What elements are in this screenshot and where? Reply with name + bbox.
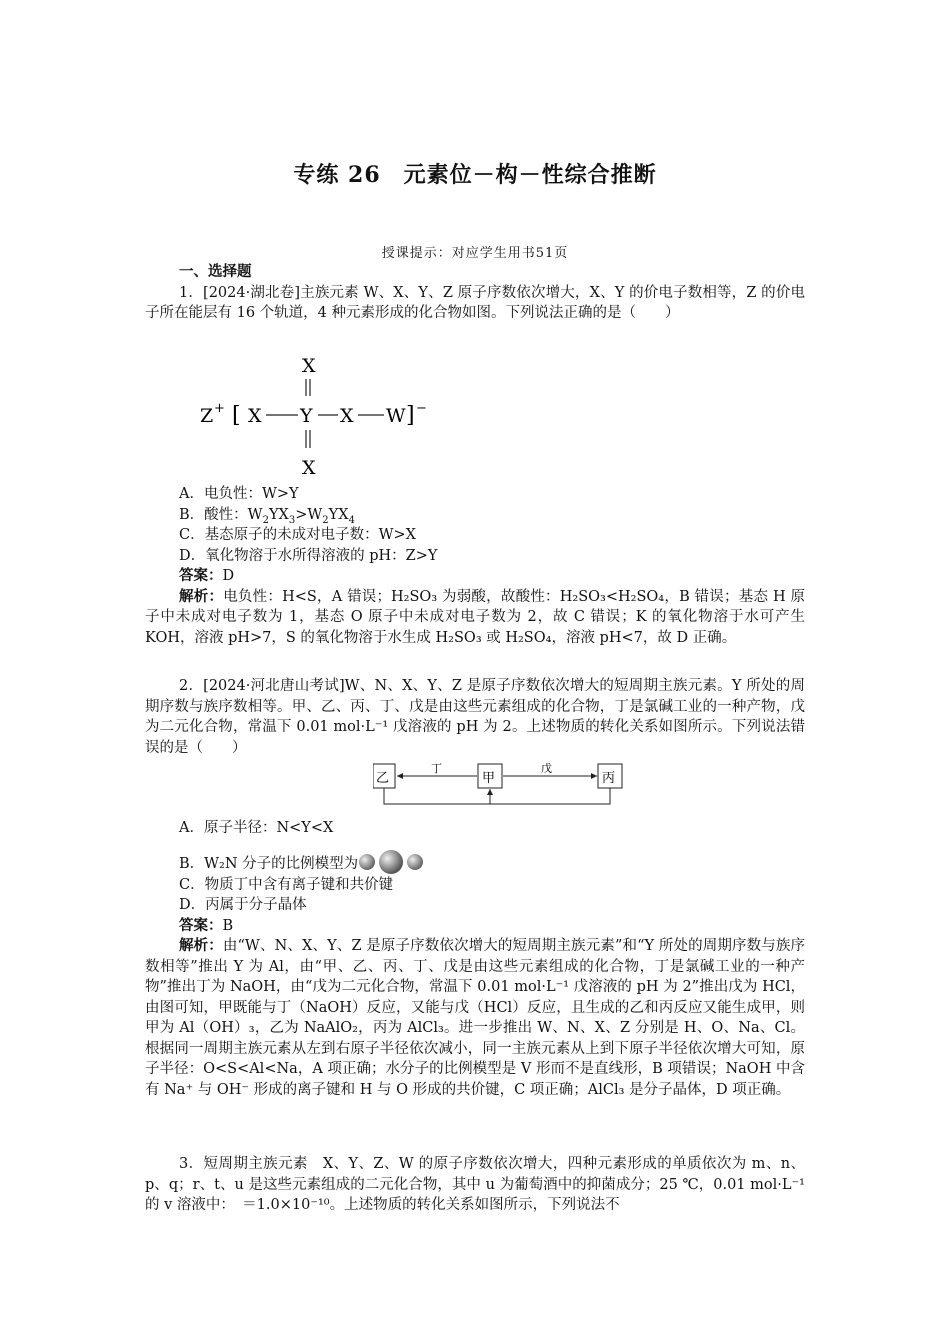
- flow-node-right: 丙: [602, 771, 616, 786]
- flow-label-left: 丁: [431, 762, 442, 775]
- water-ball-model-icon: [358, 850, 424, 874]
- question-2-options: [145, 818, 805, 839]
- struct-x-top: X: [302, 355, 316, 377]
- question-3-stem: 3．短周期主族元素 X、Y、Z、W 的原子序数依次增大，四种元素形成的单质依次为 m、n、p、q；r、t、u 是这些元素组成的二元化合物，其中 u 为葡萄酒中的抑菌成分；25 ℃，0.01 mol·L⁻¹ 的 v 溶液中： ＝1.0×10⁻¹⁰。上述物质的转化关系如图所示，下列说法不: [145, 1156, 805, 1213]
- question-1-block: [145, 262, 805, 324]
- q1-option-b: B．酸性：$W_2YX_3>W_2YX_4$: [179, 506, 355, 526]
- q2-option-b: B．W₂N 分子的比例模型为: [145, 850, 805, 875]
- q1-answer: 答案：D: [179, 567, 235, 584]
- q1-option-a: A．电负性：W>Y: [179, 486, 299, 502]
- question-1-stem: 1．[2024·湖北卷]主族元素 W、X、Y、Z 原子序数依次增大，X、Y 的价电子数相等，Z 的价电子所在能层有 16 个轨道，4 种元素形成的化合物如图。下列说法正确的是（ ）: [145, 284, 805, 321]
- struct-x-left: X: [248, 405, 262, 427]
- question-1-options: [145, 484, 805, 648]
- page-title: 专练 26 元素位－构－性综合推断: [293, 162, 657, 188]
- q2-option-a: A．原子半径：N<Y<X: [179, 820, 334, 836]
- flow-node-left: 乙: [376, 771, 390, 786]
- q2-answer: 答案：B: [179, 916, 234, 934]
- q1-structure-diagram: [200, 352, 460, 482]
- q1-analysis: 解析：电负性：H<S，A 错误；H₂SO₃ 为弱酸，故酸性：H₂SO₃<H₂SO₄，B 错误；基态 H 原子中未成对电子数为 1，基态 O 原子中未成对电子数为 2，故 C 错误；K 的氧化物溶于水可产生 KOH，溶液 pH>7，S 的氧化物溶于水生成 H₂SO₃ 或 H₂SO₄，溶液 pH<7，故 D 正确。: [145, 587, 806, 646]
- lesson-hint: 授课提示：对应学生用书51页: [381, 246, 569, 261]
- struct-z-charge: +: [214, 401, 225, 416]
- question-2-options-rest: [145, 850, 805, 1100]
- q1-option-c: C．基态原子的未成对电子数：W>X: [179, 527, 416, 543]
- flow-label-right: 戊: [541, 762, 552, 775]
- q1-option-d: D．氧化物溶于水所得溶液的 pH：Z>Y: [179, 547, 438, 564]
- question-2-stem: 2．[2024·河北唐山考试]W、N、X、Y、Z 是原子序数依次增大的短周期主族元素。Y 所处的周期序数与族序数相等。甲、乙、丙、丁、戊是由这些元素组成的化合物，丁是氯碱工业的一种产物，戊为二元化合物，常温下 0.01 mol·L⁻¹ 戊溶液的 pH 为 2。上述物质的转化关系如图所示。下列说法错误的是（ ）: [145, 678, 805, 756]
- struct-z: Z: [200, 405, 214, 427]
- q2-flow-diagram: [373, 760, 633, 808]
- struct-x-bottom: X: [302, 457, 316, 479]
- struct-x-right: X: [340, 405, 354, 427]
- struct-charge: −: [416, 401, 427, 416]
- svg-text:[: [: [232, 403, 241, 428]
- question-2-block: [145, 676, 805, 758]
- question-3-block: [145, 1154, 805, 1216]
- q2-option-c: C．物质丁中含有离子键和共价键: [179, 876, 394, 893]
- q2-option-d: D．丙属于分子晶体: [179, 897, 307, 913]
- struct-y: Y: [300, 405, 313, 427]
- struct-w: W: [386, 405, 406, 427]
- svg-text:]: ]: [406, 403, 415, 428]
- flow-node-mid: 甲: [482, 771, 496, 786]
- q2-analysis: 解析：由“W、N、X、Y、Z 是原子序数依次增大的短周期主族元素”和“Y 所处的周期序数与族序数相等”推出 Y 为 Al，由“甲、乙、丙、丁、戊是由这些元素组成的化合物，丁是氯碱工业的一种产物”推出丁为 NaOH，由“戊为二元化合物，常温下 0.01 mol·L⁻¹ 戊溶液的 pH 为 2”推出戊为 HCl，由图可知，甲既能与丁（NaOH）反应，又能与戊（HCl）反应，且生成的乙和丙反应又能生成甲，则甲为 Al（OH）₃，乙为 NaAlO₂，丙为 AlCl₃。进一步推出 W、N、X、Z 分别是 H、O、Na、Cl。根据同一周期主族元素从左到右原子半径依次减小，同一主族元素从上到下原子半径依次增大可知，原子半径：O<S<Al<Na，A 项正确；水分子的比例模型是 V 形而不是直线形，B 项错误；NaOH 中含有 Na⁺ 与 OH⁻ 形成的离子键和 H 与 O 形成的共价键，C 项正确；AlCl₃ 是分子晶体，D 项正确。: [145, 937, 805, 1098]
- section-heading: 一、选择题: [179, 263, 252, 280]
